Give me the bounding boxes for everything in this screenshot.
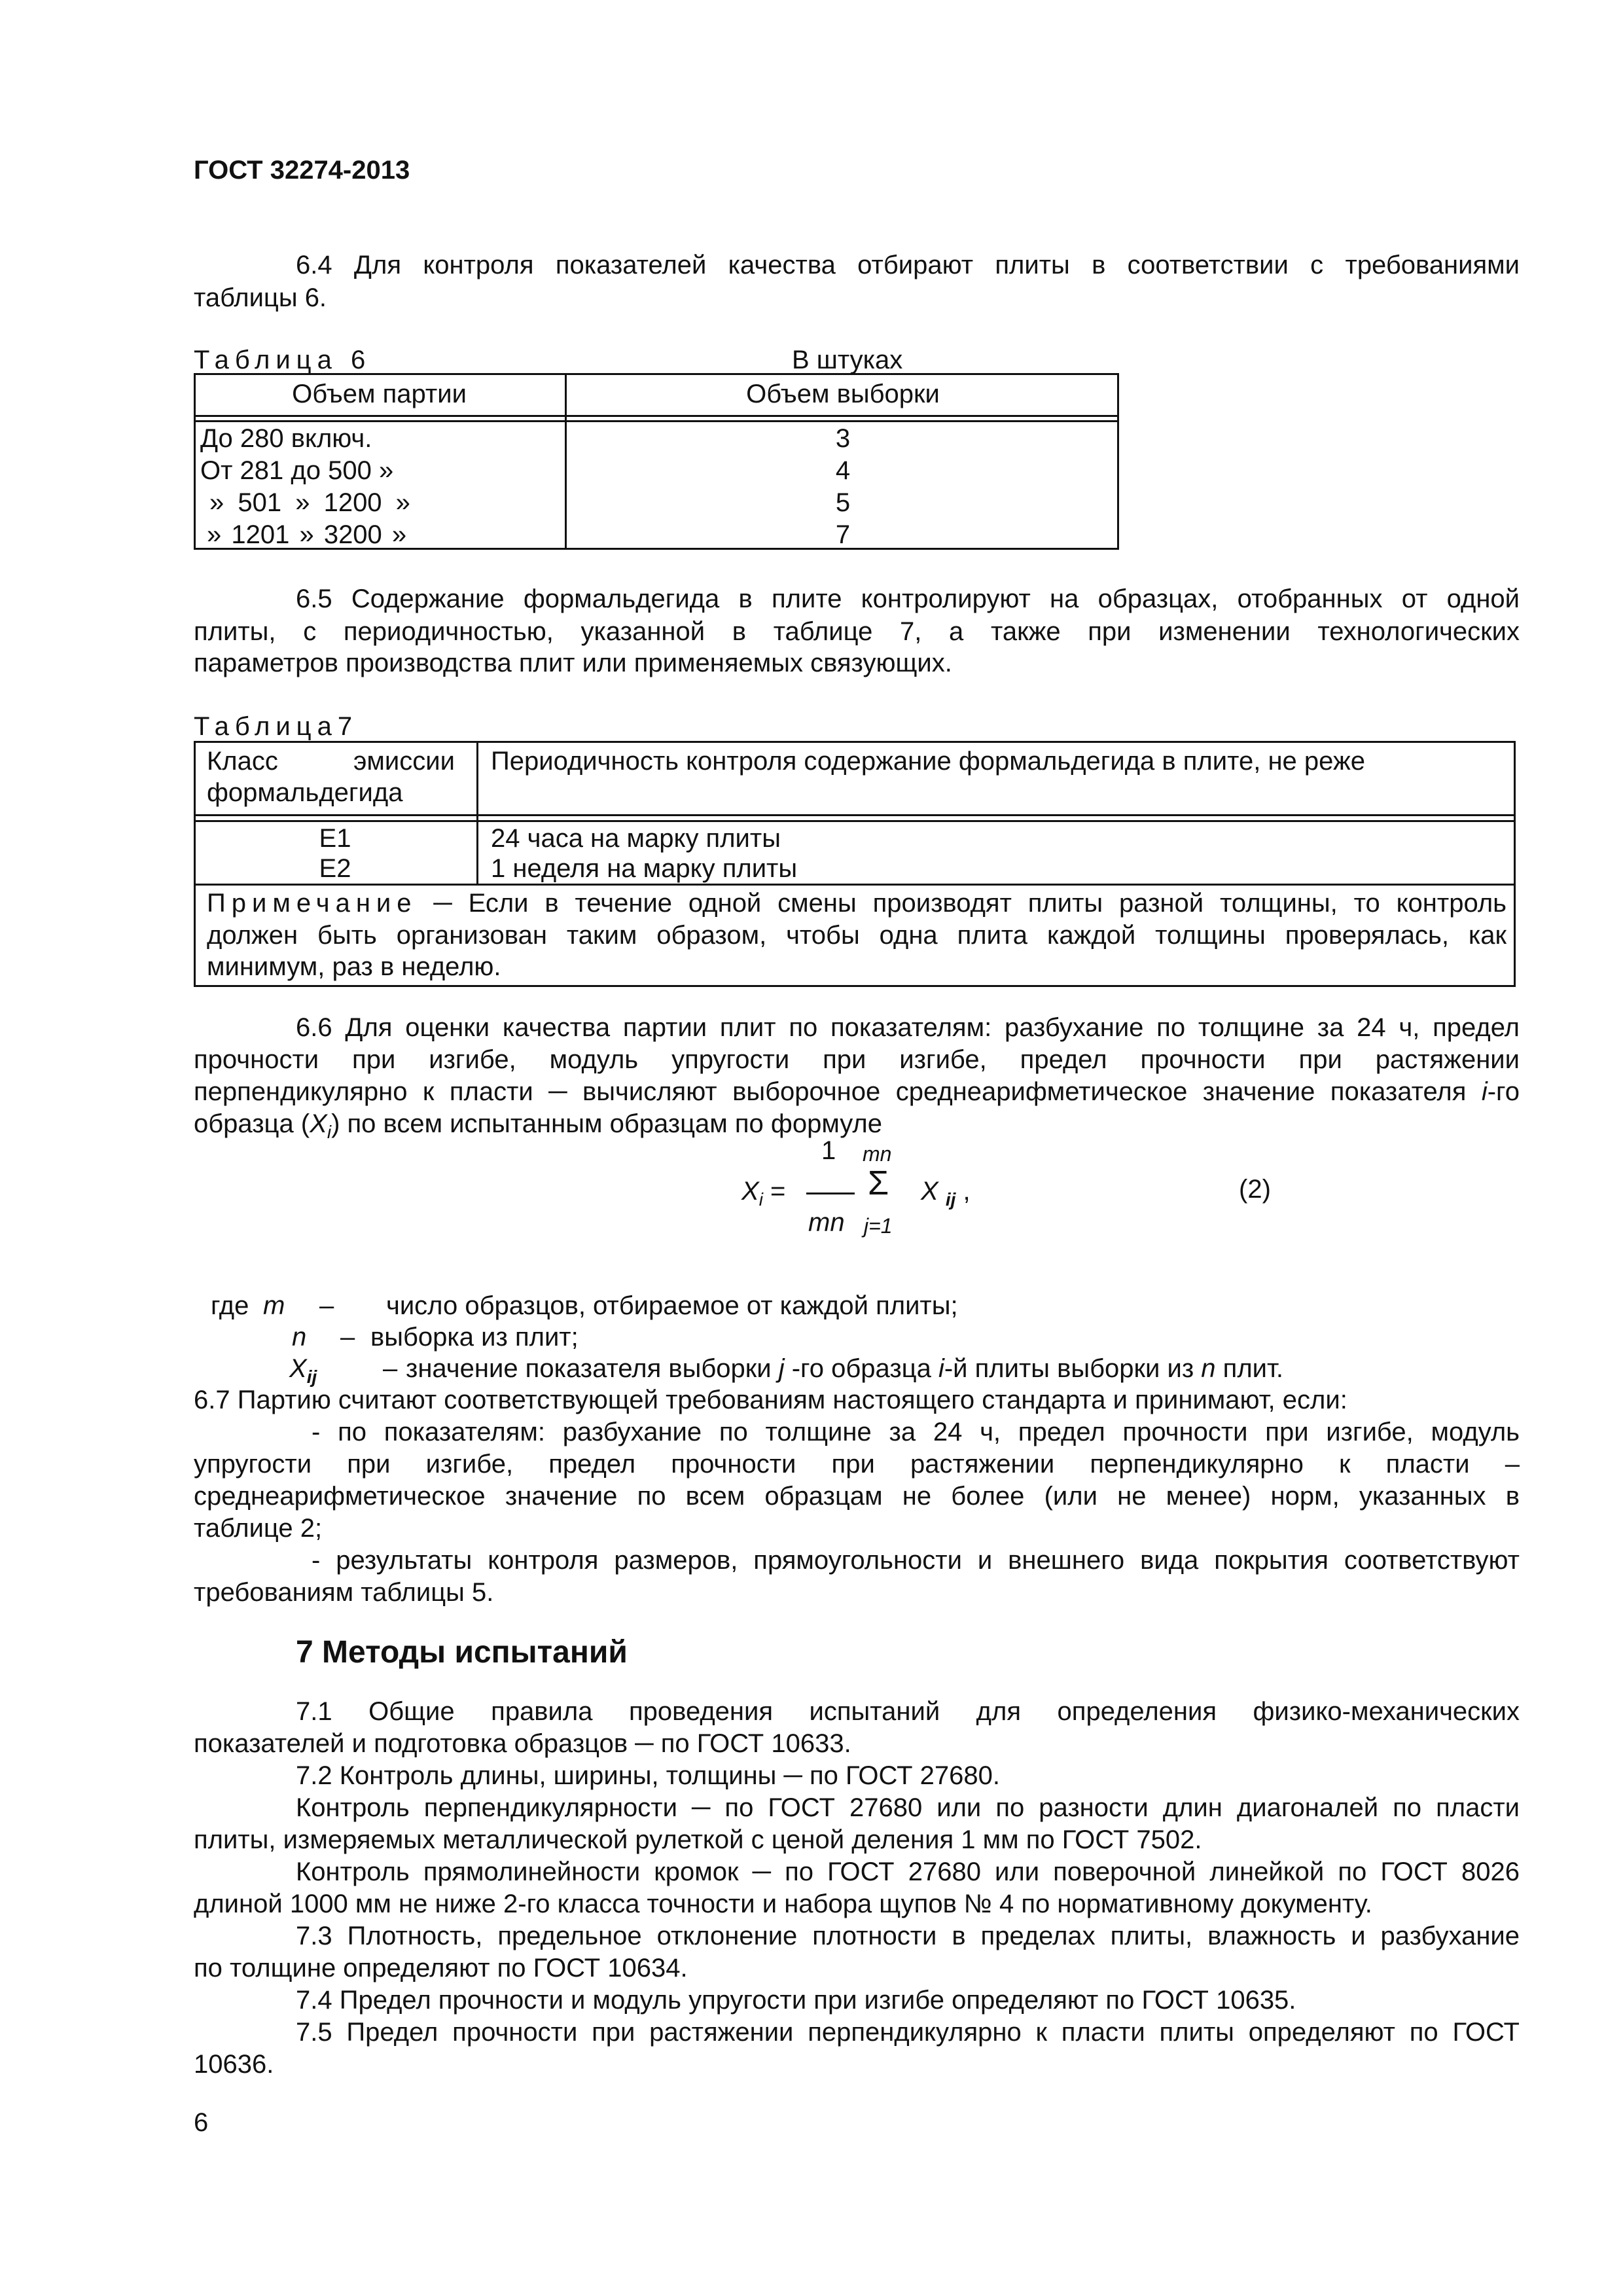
table7-note-line1 [207,887,1507,920]
formula-sigma: Σ [868,1164,889,1202]
p71-line2: показателей и подготовка образцов ─ по ГОСТ 10633. [194,1729,851,1758]
where-x-sub: ij [306,1367,317,1387]
table6-row4-batch: » 1201 » 3200 » [207,520,407,549]
p73-line1: 7.3 Плотность, предельное отклонение плотности в пределах плиты, влажность и разбухание [296,1922,1520,1950]
formula-number: (2) [1239,1175,1271,1204]
p75-line1: 7.5 Предел прочности при растяжении перпендикулярно к пласти плиты определяют по ГОСТ [296,2018,1520,2047]
page-number: 6 [194,2108,209,2137]
formula-upper-limit: mn [863,1142,892,1166]
where-n-text: выборка из плит; [370,1323,579,1352]
where-m-dash: – [319,1291,334,1320]
p67-line5: таблице 2; [194,1514,323,1543]
where-x-text-c: -й плиты выборки из [944,1354,1202,1383]
p64-line2: таблицы 6. [194,283,327,312]
p67-line3: упругости при изгибе, предел прочности при растяжении перпендикулярно к пласти – [194,1450,1520,1479]
table7-col-divider [476,741,478,884]
table7-col1-header-emission: эмиссии [353,747,455,776]
table6-row3-sample: 5 [835,488,851,517]
p71-line1: 7.1 Общие правила проведения испытаний для определения физико-механических [296,1697,1520,1726]
formula-denominator: mn [808,1208,845,1237]
p66-line2: прочности при изгибе, модуль упругости при изгибе, предел прочности при растяжении [194,1045,1520,1074]
table7-caption: Таблица7 [194,712,359,741]
table7-header-rule [194,814,1516,816]
p72c-line1: Контроль прямолинейности кромок ─ по ГОСТ 27680 или поверочной линейкой по ГОСТ 8026 [296,1857,1520,1886]
table7-row1-class: Е1 [319,824,351,853]
formula-lhs-sub: i [758,1189,763,1210]
formula-lower-limit: j=1 [864,1214,893,1238]
table7-note-line2: должен быть организован таким образом, чтобы одна плита каждой толщины проверялась, как [207,921,1507,950]
p72-line: 7.2 Контроль длины, ширины, толщины ─ по ГОСТ 27680. [296,1761,1000,1790]
where-label: где [211,1291,249,1320]
table6-row1-sample: 3 [835,424,851,453]
formula-comma: , [963,1177,971,1206]
formula-numerator: 1 [821,1136,836,1165]
p74-line: 7.4 Предел прочности и модуль упругости при изгибе определяют по ГОСТ 10635. [296,1986,1296,2015]
table7-row2-class: Е2 [319,854,351,883]
note-label: Примечание [207,889,418,918]
p65-line2: плиты, с периодичностью, указанной в таблице 7, а также при изменении технологических [194,617,1520,646]
formula-eq: = [770,1177,786,1206]
p75-line2: 10636. [194,2050,274,2079]
p66-line1: 6.6 Для оценки качества партии плит по показателям: разбухание по толщине за 24 ч, предел [296,1013,1520,1042]
table7-row2-period: 1 неделя на марку плиты [491,854,798,883]
table7-note-line3: минимум, раз в неделю. [207,952,501,981]
p72b-line2: плиты, измеряемых металлической рулеткой с ценой деления 1 мм по ГОСТ 7502. [194,1825,1202,1854]
where-x-j: j [778,1354,785,1383]
where-x-letter: X [289,1354,307,1383]
where-x-text-a: значение показателя выборки [406,1354,779,1383]
where-x-dash: – [383,1354,398,1383]
formula-lhs-x: X [741,1177,759,1206]
p66-line4 [194,1107,882,1149]
doc-code: ГОСТ 32274-2013 [194,156,410,185]
note-text-1: ─ Если в течение одной смены производят плиты разной толщины, то контроль [417,889,1507,918]
p72b-line1: Контроль перпендикулярности ─ по ГОСТ 27680 или по разности длин диагоналей по пласти [296,1793,1520,1822]
where-x-n: n [1201,1354,1216,1383]
where-n-symbol: n [292,1323,307,1352]
formula-term-x: X [921,1177,938,1206]
table7-col2-header: Периодичность контроля содержание формальдегида в плите, не реже [491,747,1365,776]
table7-col1-header-line2: формальдегида [207,778,403,807]
p67-line2: - по показателям: разбухание по толщине за 24 ч, предел прочности при изгибе, модуль [312,1418,1520,1446]
table6-row4-sample: 7 [835,520,851,549]
p65-line1: 6.5 Содержание формальдегида в плите контролируют на образцах, отобранных от одной [296,584,1520,613]
p66-line4-end: ) по всем испытанным образцам по формуле [331,1109,882,1138]
table6-unit: В штуках [792,346,903,374]
p66-line3 [194,1075,1520,1108]
table6-row2-sample: 4 [835,456,851,485]
formula-term-sub: ij [945,1189,956,1210]
table6-col1-header: Объем партии [292,380,467,408]
table6-header-rule [194,415,1119,417]
table6-caption: Таблица 6 [194,346,372,374]
table6-row1-batch: До 280 включ. [200,424,372,453]
p67-line6: - результаты контроля размеров, прямоугольности и внешнего вида покрытия соответствуют [312,1546,1520,1575]
where-n-dash: – [340,1323,355,1352]
p67-line1: 6.7 Партию считают соответствующей требованиям настоящего стандарта и принимают, если: [194,1386,1347,1414]
where-m-text: число образцов, отбираемое от каждой плиты; [386,1291,958,1320]
p67-line4: среднеарифметическое значение по всем образцам не более (или не менее) норм, указанных в [194,1482,1520,1511]
p66-line3-i: i [1481,1077,1488,1106]
p73-line2: по толщине определяют по ГОСТ 10634. [194,1954,688,1982]
where-x-text [406,1352,1283,1385]
p66-line3-end: -го [1487,1077,1520,1106]
table7-col1-header-class: Класс [207,747,278,776]
p66-line3-text: перпендикулярно к пласти ─ вычисляют выборочное среднеарифметическое значение показателя [194,1077,1482,1106]
formula-term [921,1175,971,1216]
table6-row2-batch: От 281 до 500 » [200,456,394,485]
where-x-i: i [938,1354,944,1383]
p67-line7: требованиям таблицы 5. [194,1578,494,1607]
formula-lhs [741,1175,785,1216]
where-x-text-b: -го образца [784,1354,938,1383]
table6-col2-header: Объем выборки [746,380,940,408]
table6-row3-batch: » 501 » 1200 » [209,488,410,517]
section7-title: 7 Методы испытаний [296,1635,628,1670]
p65-line3: параметров производства плит или применяемых связующих. [194,649,952,677]
formula-fraction-bar [806,1193,855,1194]
table7-row1-period: 24 часа на марку плиты [491,824,781,853]
p64-line1: 6.4 Для контроля показателей качества отбирают плиты в соответствии с требованиями [296,251,1520,279]
where-m-symbol: m [263,1291,285,1320]
p66-line4-text: образца ( [194,1109,310,1138]
p66-line4-sub: i [327,1122,332,1142]
where-x-text-d: плит. [1215,1354,1284,1383]
p66-line4-x: X [310,1109,327,1138]
p72c-line2: длиной 1000 мм не ниже 2-го класса точности и набора щупов № 4 по нормативному документу. [194,1890,1372,1918]
